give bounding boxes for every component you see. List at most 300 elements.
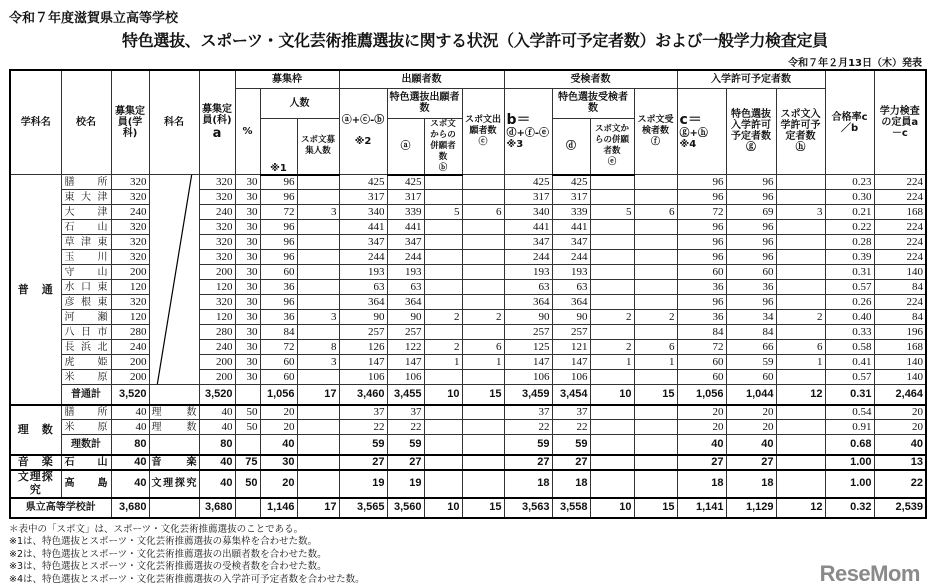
footnote: ※1は、特色選抜とスポーツ・文化芸術推薦選抜の募集枠を合わせた数。 xyxy=(9,536,318,547)
sym-g: ⓖ xyxy=(746,142,757,154)
table-row xyxy=(10,405,926,420)
value-cell: 96 xyxy=(677,220,726,235)
value-cell: 96 xyxy=(726,235,776,250)
header-pct: % xyxy=(235,88,260,175)
value-cell: 0.39 xyxy=(825,250,874,265)
table-row xyxy=(10,235,926,250)
value-cell: 19 xyxy=(387,470,424,498)
header-shutsugan: 出願者数 xyxy=(339,70,504,88)
value-cell xyxy=(634,370,677,385)
value-cell: 96 xyxy=(260,190,297,205)
value-cell: 10 xyxy=(590,498,634,518)
value-cell: 80 xyxy=(199,435,235,455)
value-cell: 96 xyxy=(726,295,776,310)
table-row xyxy=(10,455,926,470)
value-cell: 441 xyxy=(552,220,590,235)
value-cell: 106 xyxy=(504,370,552,385)
value-cell: 257 xyxy=(552,325,590,340)
value-cell: 30 xyxy=(235,370,260,385)
value-cell xyxy=(297,295,339,310)
value-cell: 317 xyxy=(504,190,552,205)
value-cell xyxy=(297,420,339,435)
value-cell: 347 xyxy=(387,235,424,250)
value-cell: 27 xyxy=(387,455,424,470)
value-cell: 30 xyxy=(235,265,260,280)
label: 特色選抜入学許可予定者数 xyxy=(731,109,772,143)
header-ninzu: 人数 xyxy=(260,88,339,118)
value-cell: 193 xyxy=(552,265,590,280)
value-cell: 40 xyxy=(874,435,926,455)
formula-text: ⓐ+ⓒ-ⓑ xyxy=(341,115,385,127)
value-cell: 20 xyxy=(260,470,297,498)
value-cell: 37 xyxy=(339,405,387,420)
publish-date: 令和７年２月13日（木）発表 xyxy=(788,58,922,69)
value-cell: 20 xyxy=(726,405,776,420)
header-goukaku: 合格率c／b xyxy=(825,70,874,175)
value-cell: 63 xyxy=(552,280,590,295)
value-cell xyxy=(297,220,339,235)
value-cell: 3,520 xyxy=(199,385,235,405)
group-label: 普 通 xyxy=(10,175,61,405)
value-cell: 1,044 xyxy=(726,385,776,405)
value-cell: 96 xyxy=(260,235,297,250)
value-cell: 12 xyxy=(776,385,825,405)
value-cell: 0.28 xyxy=(825,235,874,250)
value-cell xyxy=(776,370,825,385)
value-cell xyxy=(462,370,504,385)
value-cell xyxy=(634,325,677,340)
school-name: 守山 xyxy=(61,265,111,280)
value-cell xyxy=(634,295,677,310)
value-cell: 3,563 xyxy=(504,498,552,518)
school-name: 石山 xyxy=(61,220,111,235)
value-cell xyxy=(297,190,339,205)
value-cell: 63 xyxy=(387,280,424,295)
teiin-gakka: 3,520 xyxy=(111,385,149,405)
value-cell: 72 xyxy=(260,340,297,355)
kamei xyxy=(149,385,199,405)
school-name: 水口東 xyxy=(61,280,111,295)
value-cell: 0.68 xyxy=(825,435,874,455)
value-cell: 37 xyxy=(552,405,590,420)
value-cell: 0.58 xyxy=(825,340,874,355)
note-ref-4: ※4 xyxy=(679,139,697,151)
value-cell: 60 xyxy=(260,265,297,280)
header-sym-a: ⓐ xyxy=(387,118,424,175)
table-row xyxy=(10,175,926,190)
teiin-gakka: 320 xyxy=(111,175,149,190)
value-cell: 10 xyxy=(424,498,462,518)
value-cell: 200 xyxy=(199,355,235,370)
value-cell: 96 xyxy=(677,250,726,265)
value-cell: 0.33 xyxy=(825,325,874,340)
value-cell: 22 xyxy=(874,470,926,498)
teiin-gakka: 320 xyxy=(111,250,149,265)
value-cell: 1 xyxy=(462,355,504,370)
teiin-gakka: 40 xyxy=(111,455,149,470)
note-ref-3: ※3 xyxy=(506,139,524,151)
table-row xyxy=(10,370,926,385)
teiin-gakka: 40 xyxy=(111,405,149,420)
value-cell: 1 xyxy=(424,355,462,370)
value-cell: 2 xyxy=(462,310,504,325)
kamei: 文理探究 xyxy=(149,470,199,498)
value-cell: 317 xyxy=(387,190,424,205)
school-name: 米原 xyxy=(61,420,111,435)
value-cell: 40 xyxy=(199,420,235,435)
value-cell: 193 xyxy=(504,265,552,280)
value-cell: 63 xyxy=(339,280,387,295)
value-cell: 0.41 xyxy=(825,355,874,370)
school-name: 草津東 xyxy=(61,235,111,250)
value-cell: 40 xyxy=(726,435,776,455)
value-cell: 96 xyxy=(260,220,297,235)
value-cell: 96 xyxy=(726,190,776,205)
value-cell xyxy=(634,470,677,498)
subtotal-label: 普通計 xyxy=(61,385,111,405)
value-cell xyxy=(634,235,677,250)
value-cell: 425 xyxy=(387,175,424,190)
value-cell: 30 xyxy=(235,340,260,355)
value-cell xyxy=(634,175,677,190)
value-cell xyxy=(297,280,339,295)
value-cell: 20 xyxy=(874,420,926,435)
value-cell: 15 xyxy=(634,385,677,405)
value-cell: 96 xyxy=(726,250,776,265)
value-cell: 3,558 xyxy=(552,498,590,518)
label: スポ文からの併願者数 xyxy=(430,118,456,162)
table-row xyxy=(10,355,926,370)
value-cell xyxy=(424,175,462,190)
value-cell: 63 xyxy=(504,280,552,295)
value-cell: 60 xyxy=(726,265,776,280)
value-cell: 12 xyxy=(776,498,825,518)
value-cell: 6 xyxy=(776,340,825,355)
value-cell: 106 xyxy=(387,370,424,385)
value-cell: 0.54 xyxy=(825,405,874,420)
value-cell xyxy=(590,250,634,265)
value-cell: 2 xyxy=(634,310,677,325)
value-cell: 96 xyxy=(677,235,726,250)
value-cell: 40 xyxy=(199,470,235,498)
header-heigan-b xyxy=(424,118,462,175)
value-cell xyxy=(776,295,825,310)
value-cell: 364 xyxy=(552,295,590,310)
kamei: 理数 xyxy=(149,405,199,420)
value-cell: 2 xyxy=(424,310,462,325)
header-gakuryoku: 学力検査の定員a－c xyxy=(874,70,926,175)
value-cell: 60 xyxy=(677,370,726,385)
value-cell xyxy=(297,235,339,250)
header-supo-juken xyxy=(634,88,677,175)
value-cell xyxy=(462,435,504,455)
value-cell xyxy=(462,470,504,498)
header-tokushoku-kyoka xyxy=(726,88,776,175)
table-row xyxy=(10,420,926,435)
table-row xyxy=(10,190,926,205)
value-cell xyxy=(462,190,504,205)
teiin-gakka: 320 xyxy=(111,295,149,310)
value-cell: 147 xyxy=(552,355,590,370)
value-cell: 40 xyxy=(677,435,726,455)
value-cell xyxy=(297,370,339,385)
school-name: 八日市 xyxy=(61,325,111,340)
value-cell: 3 xyxy=(297,310,339,325)
value-cell: 320 xyxy=(199,175,235,190)
value-cell: 72 xyxy=(260,205,297,220)
value-cell: 72 xyxy=(677,340,726,355)
value-cell: 244 xyxy=(339,250,387,265)
value-cell xyxy=(634,250,677,265)
header-supo-kyoka xyxy=(776,88,825,175)
value-cell: 50 xyxy=(235,405,260,420)
teiin-gakka: 120 xyxy=(111,280,149,295)
value-cell: 340 xyxy=(339,205,387,220)
value-cell xyxy=(590,420,634,435)
footnotes xyxy=(9,524,785,587)
value-cell: 18 xyxy=(552,470,590,498)
footnote: ※4は、特色選抜とスポーツ・文化芸術推薦選抜の入学許可予定者数を合わせた数。 xyxy=(9,573,365,585)
value-cell: 147 xyxy=(339,355,387,370)
value-cell xyxy=(462,420,504,435)
value-cell: 3,455 xyxy=(387,385,424,405)
value-cell: 5 xyxy=(590,205,634,220)
value-cell: 126 xyxy=(339,340,387,355)
value-cell xyxy=(462,250,504,265)
value-cell: 96 xyxy=(726,175,776,190)
group-label: 理 数 xyxy=(10,405,61,455)
value-cell: 364 xyxy=(387,295,424,310)
value-cell: 3,454 xyxy=(552,385,590,405)
value-cell: 27 xyxy=(552,455,590,470)
doc-title: 令和７年度滋賀県立高等学校 xyxy=(9,11,179,26)
value-cell: 1,146 xyxy=(260,498,297,518)
formula-text: ⓓ+ⓕ-ⓔ xyxy=(506,128,550,140)
value-cell: 22 xyxy=(552,420,590,435)
value-cell: 59 xyxy=(339,435,387,455)
value-cell: 1.00 xyxy=(825,470,874,498)
value-cell xyxy=(590,325,634,340)
table-row xyxy=(10,265,926,280)
diagonal-line-icon xyxy=(150,175,199,384)
value-cell: 6 xyxy=(462,205,504,220)
header-note1: ※1 xyxy=(260,118,297,175)
value-cell xyxy=(297,325,339,340)
value-cell: 20 xyxy=(677,405,726,420)
value-cell xyxy=(776,235,825,250)
value-cell: 17 xyxy=(297,385,339,405)
group-label: 音 楽 xyxy=(10,455,61,470)
value-cell: 36 xyxy=(260,310,297,325)
value-cell: 106 xyxy=(339,370,387,385)
value-cell: 96 xyxy=(260,295,297,310)
subtotal-row xyxy=(10,435,926,455)
value-cell: 1.00 xyxy=(825,455,874,470)
value-cell: 2,539 xyxy=(874,498,926,518)
value-cell xyxy=(424,235,462,250)
value-cell: 317 xyxy=(339,190,387,205)
value-cell: 1,056 xyxy=(677,385,726,405)
value-cell: 347 xyxy=(552,235,590,250)
value-cell: 30 xyxy=(235,355,260,370)
value-cell: 20 xyxy=(260,420,297,435)
value-cell: 37 xyxy=(504,405,552,420)
value-cell: 120 xyxy=(199,310,235,325)
value-cell xyxy=(776,265,825,280)
value-cell: 27 xyxy=(726,455,776,470)
school-name: 大津 xyxy=(61,205,111,220)
value-cell xyxy=(297,405,339,420)
value-cell: 20 xyxy=(874,405,926,420)
value-cell xyxy=(424,455,462,470)
value-cell: 6 xyxy=(634,205,677,220)
table-row xyxy=(10,295,926,310)
teiin-gakka: 80 xyxy=(111,435,149,455)
total-row xyxy=(10,498,926,518)
value-cell: 224 xyxy=(874,250,926,265)
b-eq: b＝ xyxy=(506,112,531,129)
value-cell: 121 xyxy=(552,340,590,355)
table-body xyxy=(10,175,926,518)
teiin-gakka: 240 xyxy=(111,205,149,220)
value-cell: 0.32 xyxy=(825,498,874,518)
value-cell xyxy=(634,280,677,295)
header-gakkamei: 学科名 xyxy=(10,70,61,175)
value-cell: 0.31 xyxy=(825,385,874,405)
value-cell: 59 xyxy=(387,435,424,455)
value-cell: 17 xyxy=(297,498,339,518)
teiin-gakka: 280 xyxy=(111,325,149,340)
value-cell xyxy=(462,325,504,340)
value-cell: 1,056 xyxy=(260,385,297,405)
value-cell: 193 xyxy=(387,265,424,280)
footnote: ※2は、特色選抜とスポーツ・文化芸術推薦選抜の出願者数を合わせた数。 xyxy=(9,548,327,560)
value-cell: 3 xyxy=(297,205,339,220)
value-cell: 1 xyxy=(634,355,677,370)
value-cell xyxy=(776,455,825,470)
value-cell: 59 xyxy=(504,435,552,455)
value-cell: 364 xyxy=(339,295,387,310)
value-cell xyxy=(462,235,504,250)
footnote: ＊表中の「スポ文」は、スポーツ・文化芸術推薦選抜のことである。 xyxy=(9,523,304,535)
value-cell: 244 xyxy=(504,250,552,265)
value-cell xyxy=(462,455,504,470)
value-cell xyxy=(634,220,677,235)
value-cell xyxy=(424,220,462,235)
value-cell: 244 xyxy=(387,250,424,265)
value-cell: 59 xyxy=(552,435,590,455)
value-cell: 196 xyxy=(874,325,926,340)
value-cell: 3 xyxy=(297,355,339,370)
value-cell: 37 xyxy=(387,405,424,420)
subtotal-row xyxy=(10,385,926,405)
value-cell xyxy=(462,220,504,235)
value-cell xyxy=(424,405,462,420)
value-cell: 60 xyxy=(260,355,297,370)
header-shutsugan-formula xyxy=(339,88,387,175)
value-cell: 0.30 xyxy=(825,190,874,205)
value-cell xyxy=(776,190,825,205)
value-cell xyxy=(462,265,504,280)
school-name: 虎姫 xyxy=(61,355,111,370)
value-cell xyxy=(776,280,825,295)
resemom-logo: ReseMom xyxy=(819,560,920,586)
value-cell: 168 xyxy=(874,340,926,355)
kamei-diagonal xyxy=(149,175,199,385)
table-row xyxy=(10,205,926,220)
value-cell: 0.57 xyxy=(825,280,874,295)
value-cell: 96 xyxy=(726,220,776,235)
value-cell: 8 xyxy=(297,340,339,355)
value-cell: 3,680 xyxy=(199,498,235,518)
table-row xyxy=(10,325,926,340)
table-row xyxy=(10,280,926,295)
value-cell: 106 xyxy=(552,370,590,385)
value-cell: 60 xyxy=(677,265,726,280)
value-cell xyxy=(235,385,260,405)
value-cell: 90 xyxy=(387,310,424,325)
value-cell: 3,459 xyxy=(504,385,552,405)
value-cell: 147 xyxy=(504,355,552,370)
label: スポ文出願者数 xyxy=(465,114,502,136)
label: スポ文入学許可予定者数 xyxy=(780,109,821,143)
value-cell: 3,560 xyxy=(387,498,424,518)
teiin-gakka: 120 xyxy=(111,310,149,325)
value-cell: 6 xyxy=(462,340,504,355)
value-cell: 36 xyxy=(677,310,726,325)
value-cell: 441 xyxy=(504,220,552,235)
value-cell xyxy=(590,220,634,235)
value-cell: 441 xyxy=(387,220,424,235)
value-cell: 425 xyxy=(504,175,552,190)
value-cell xyxy=(634,435,677,455)
value-cell xyxy=(590,295,634,310)
teiin-gakka: 40 xyxy=(111,470,149,498)
value-cell: 75 xyxy=(235,455,260,470)
kamei: 理数 xyxy=(149,420,199,435)
school-name: 長浜北 xyxy=(61,340,111,355)
header-kamei: 科名 xyxy=(149,70,199,175)
value-cell xyxy=(424,250,462,265)
value-cell: 125 xyxy=(504,340,552,355)
value-cell xyxy=(776,435,825,455)
value-cell: 1 xyxy=(776,355,825,370)
value-cell xyxy=(590,235,634,250)
value-cell: 200 xyxy=(199,370,235,385)
header-kyoka-formula xyxy=(677,88,726,175)
value-cell: 30 xyxy=(235,205,260,220)
value-cell: 1 xyxy=(590,355,634,370)
value-cell: 84 xyxy=(260,325,297,340)
value-cell xyxy=(424,280,462,295)
value-cell xyxy=(634,455,677,470)
header-boshuwaku: 募集枠 xyxy=(235,70,339,88)
value-cell xyxy=(590,455,634,470)
value-cell: 364 xyxy=(504,295,552,310)
header-heigan-e xyxy=(590,118,634,175)
value-cell: 147 xyxy=(387,355,424,370)
value-cell: 2 xyxy=(590,310,634,325)
admission-table xyxy=(9,69,927,519)
value-cell xyxy=(424,370,462,385)
school-name: 膳所 xyxy=(61,405,111,420)
value-cell: 22 xyxy=(504,420,552,435)
value-cell: 240 xyxy=(199,205,235,220)
value-cell: 340 xyxy=(504,205,552,220)
value-cell: 84 xyxy=(677,325,726,340)
value-cell: 22 xyxy=(339,420,387,435)
school-name: 玉川 xyxy=(61,250,111,265)
